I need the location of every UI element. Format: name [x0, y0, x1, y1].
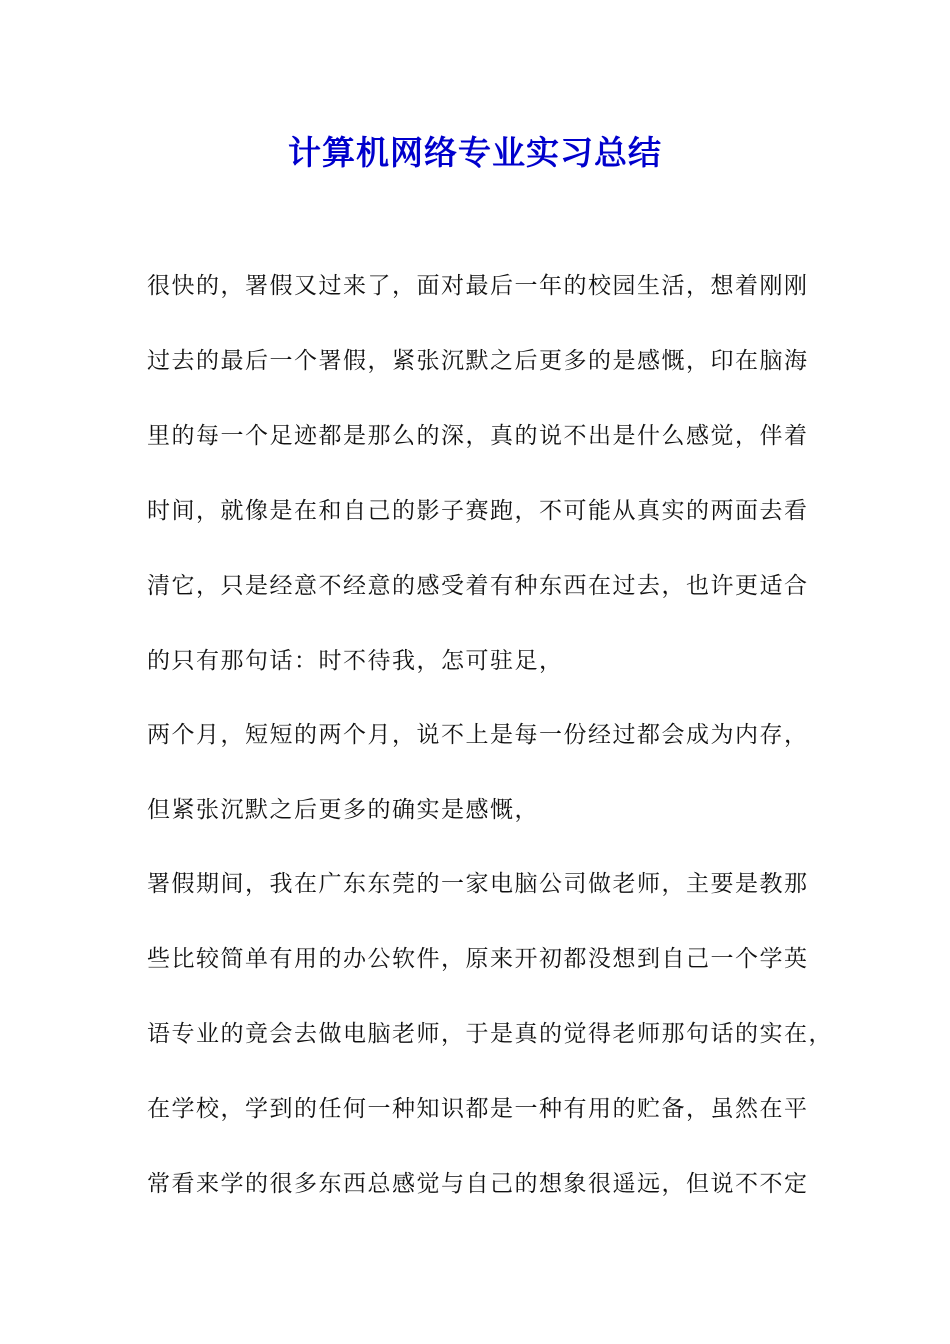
- body-line: 些比较简单有用的办公软件，原来开初都没想到自己一个学英: [147, 946, 809, 972]
- body-line: 在学校，学到的任何一种知识都是一种有用的贮备，虽然在平: [147, 1096, 809, 1122]
- body-line: 语专业的竟会去做电脑老师，于是真的觉得老师那句话的实在，: [147, 1021, 833, 1047]
- document-title: 计算机网络专业实习总结: [288, 133, 662, 172]
- body-line: 时间，就像是在和自己的影子赛跑，不可能从真实的两面去看: [147, 498, 809, 524]
- body-line: 署假期间，我在广东东莞的一家电脑公司做老师，主要是教那: [147, 871, 809, 897]
- body-line: 清它，只是经意不经意的感受着有种东西在过去，也许更适合: [147, 573, 809, 599]
- body-line: 很快的，署假又过来了，面对最后一年的校园生活，想着刚刚: [147, 273, 809, 299]
- body-line: 里的每一个足迹都是那么的深，真的说不出是什么感觉，伴着: [147, 423, 809, 449]
- body-line: 两个月，短短的两个月，说不上是每一份经过都会成为内存，: [147, 722, 809, 748]
- body-line: 但紧张沉默之后更多的确实是感慨，: [147, 797, 539, 823]
- body-line: 常看来学的很多东西总感觉与自己的想象很遥远，但说不不定: [147, 1171, 809, 1197]
- body-line: 过去的最后一个署假，紧张沉默之后更多的是感慨，印在脑海: [147, 348, 809, 374]
- body-line: 的只有那句话：时不待我，怎可驻足，: [147, 648, 564, 674]
